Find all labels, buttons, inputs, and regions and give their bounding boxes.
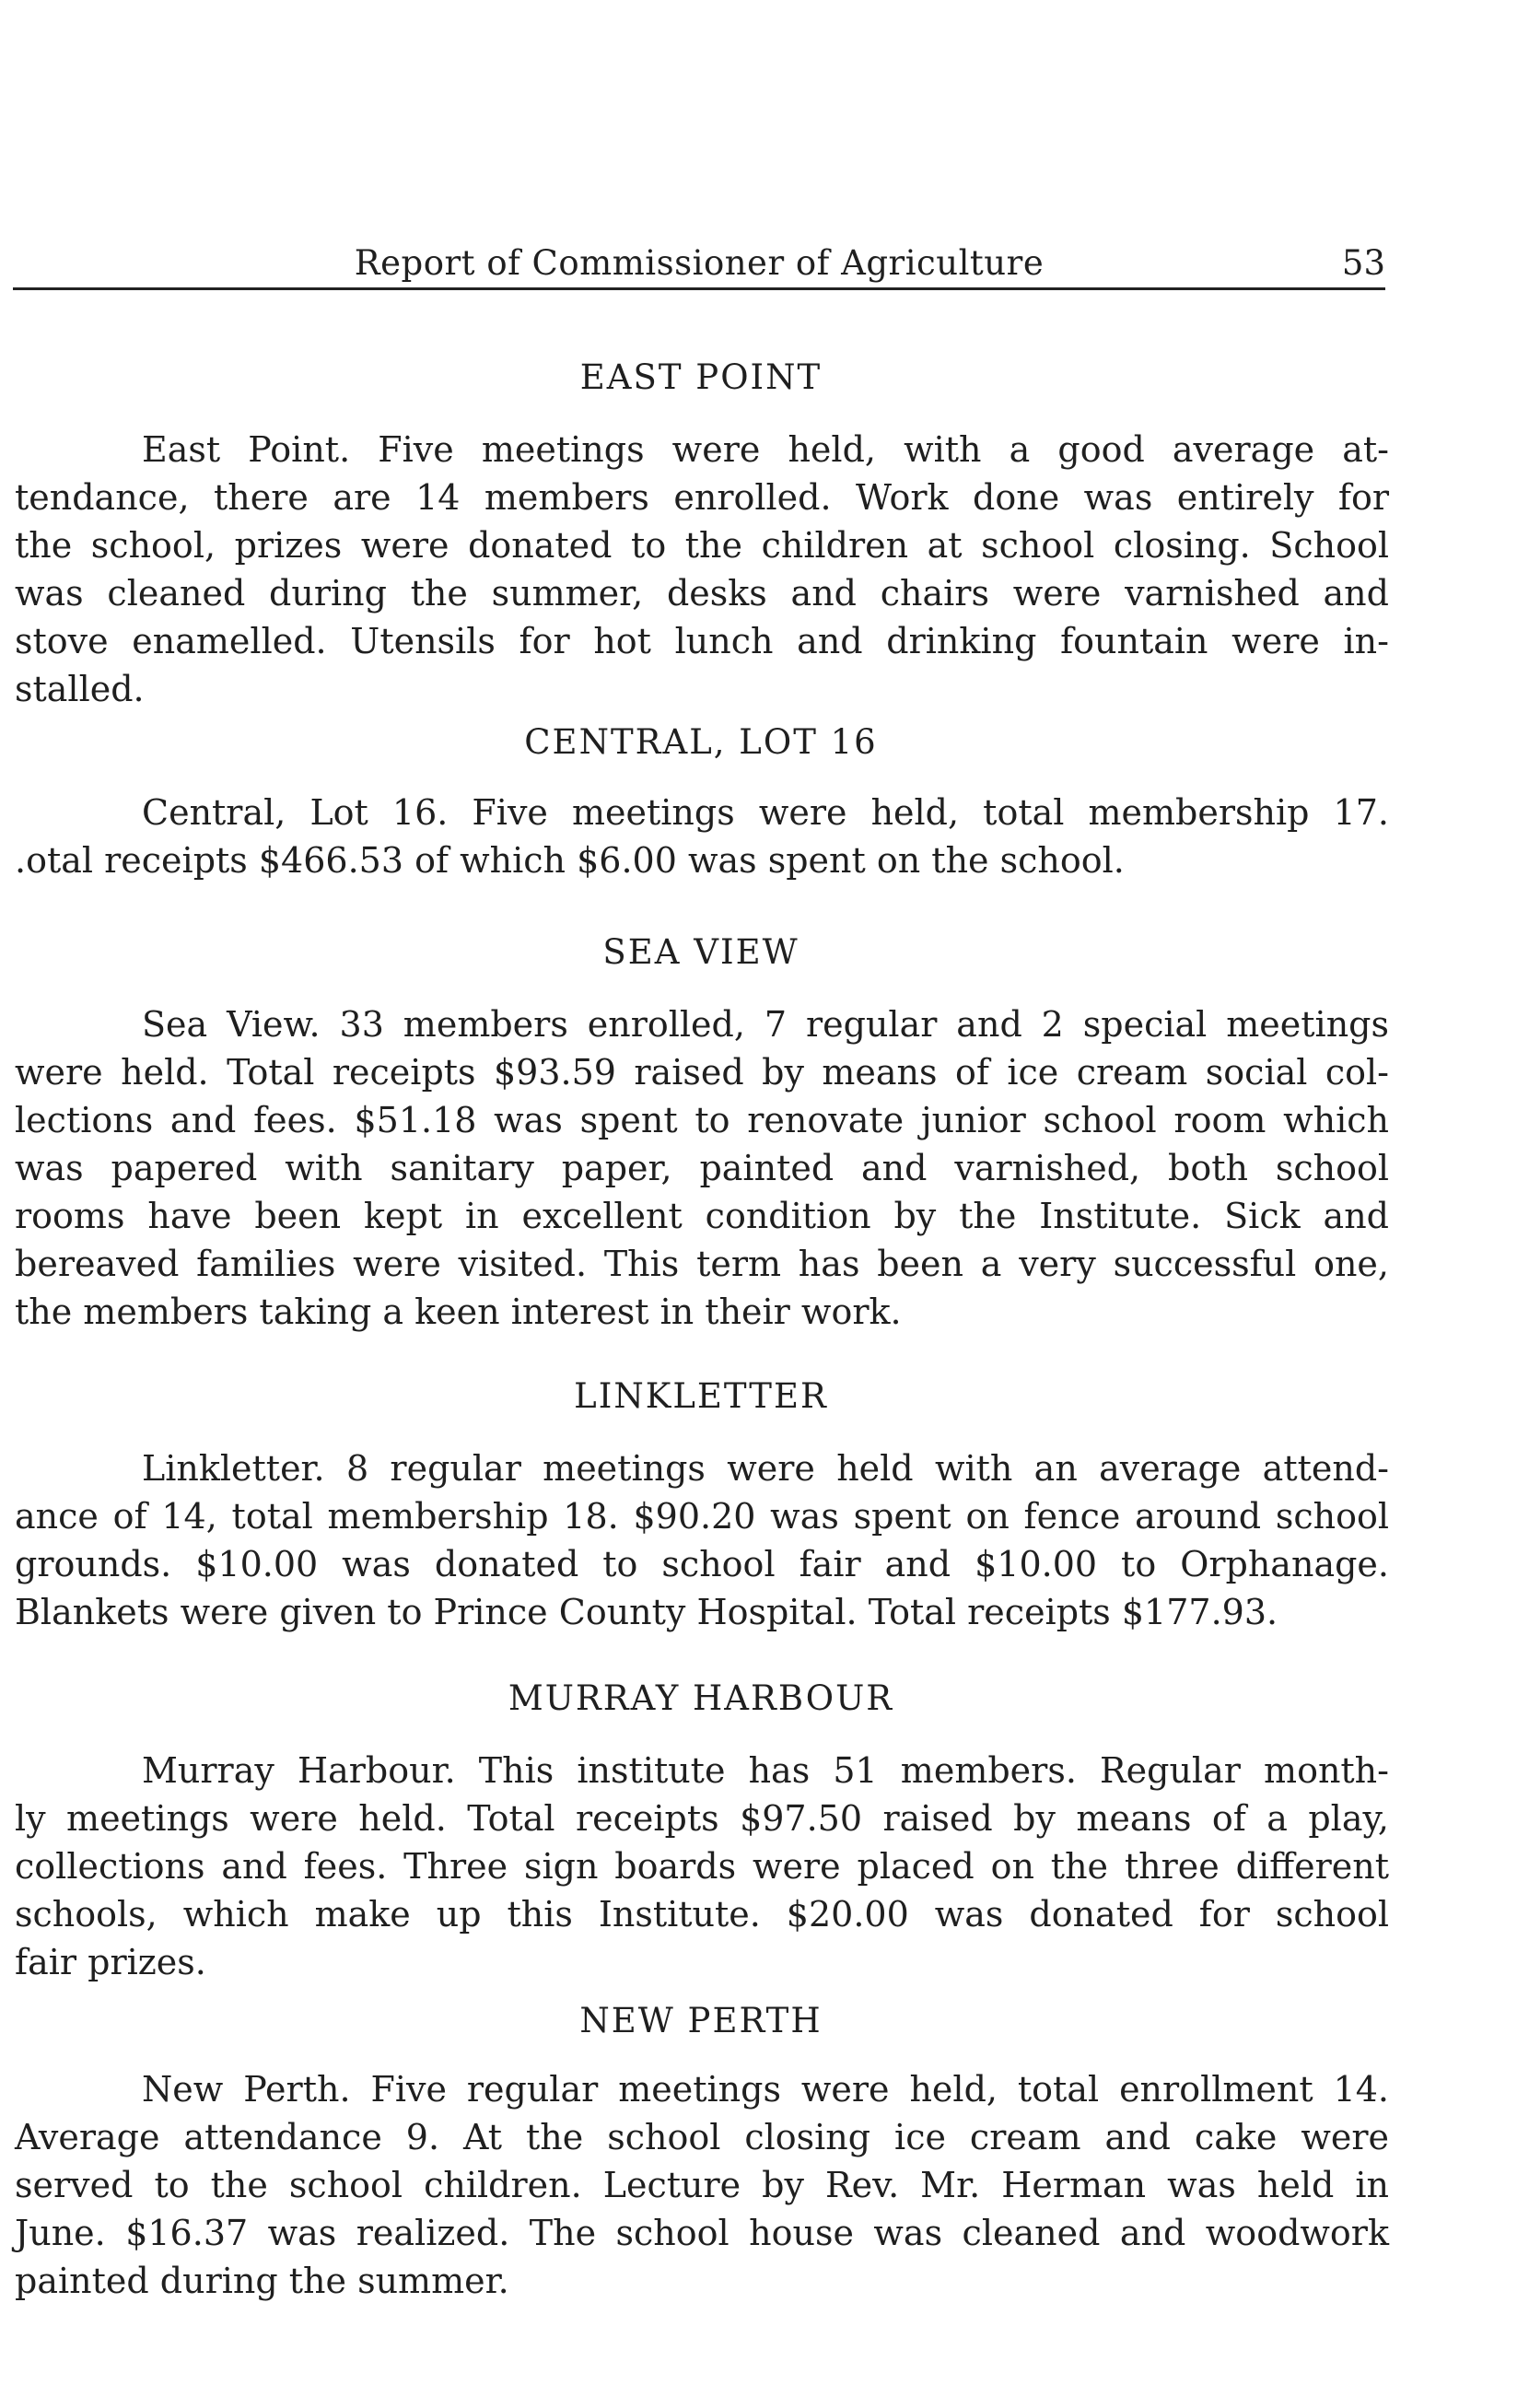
text-line: was cleaned during the summer, desks and chairs were varnished and (15, 573, 1389, 614)
text-line: bereaved families were visited. This term has been a very successful one, (15, 1244, 1389, 1284)
text-line: served to the school children. Lecture by Rev. Mr. Herman was held in (15, 2165, 1389, 2205)
text-line: East Point. Five meetings were held, with a good average at- (142, 429, 1389, 470)
section-heading-new-perth: NEW PERTH (579, 2001, 823, 2040)
paragraph-sea-view (15, 1000, 1389, 1336)
text-line: New Perth. Five regular meetings were held, total enrollment 14. (142, 2069, 1389, 2110)
paragraph-murray-harbour (15, 1747, 1389, 1986)
section-heading-central-lot-16: CENTRAL, LOT 16 (524, 722, 878, 762)
text-line: rooms have been kept in excellent condition by the Institute. Sick and (15, 1196, 1389, 1236)
text-line: Average attendance 9. At the school closing ice cream and cake were (15, 2117, 1389, 2157)
paragraph-east-point (15, 426, 1389, 713)
paragraph-linkletter (15, 1444, 1389, 1636)
running-title: Report of Commissioner of Agriculture (354, 243, 1045, 283)
text-line: grounds. $10.00 was donated to school fair and $10.00 to Orphanage. (15, 1544, 1389, 1584)
text-line: schools, which make up this Institute. $20.00 was donated for school (15, 1894, 1389, 1935)
text-line: ance of 14, total membership 18. $90.20 was spent on fence around school (15, 1496, 1389, 1537)
text-line: tendance, there are 14 members enrolled. Work done was entirely for (15, 477, 1389, 518)
text-line: fair prizes. (15, 1942, 206, 1982)
paragraph-new-perth (15, 2065, 1389, 2305)
text-line: was papered with sanitary paper, painted and varnished, both school (15, 1148, 1389, 1188)
text-line: Linkletter. 8 regular meetings were held with an average attend- (142, 1448, 1389, 1489)
paragraph-central-lot-16 (15, 789, 1389, 884)
text-line: collections and fees. Three sign boards were placed on the three different (15, 1846, 1389, 1887)
text-line: were held. Total receipts $93.59 raised by means of ice cream social col- (15, 1052, 1389, 1093)
text-line: ly meetings were held. Total receipts $97.50 raised by means of a play, (15, 1798, 1389, 1839)
text-line: the school, prizes were donated to the children at school closing. School (15, 525, 1389, 566)
section-heading-east-point: EAST POINT (579, 357, 823, 397)
running-header (13, 241, 1385, 290)
text-line: painted during the summer. (15, 2261, 509, 2301)
text-line: Central, Lot 16. Five meetings were held, total membership 17. (142, 792, 1389, 833)
text-line: lections and fees. $51.18 was spent to renovate junior school room which (15, 1100, 1389, 1140)
section-heading-murray-harbour: MURRAY HARBOUR (508, 1678, 894, 1718)
text-line: Sea View. 33 members enrolled, 7 regular and 2 special meetings (142, 1004, 1389, 1045)
page-number: 53 (1341, 243, 1385, 283)
text-line: June. $16.37 was realized. The school house was cleaned and woodwork (15, 2213, 1389, 2253)
section-heading-linkletter: LINKLETTER (574, 1376, 828, 1416)
text-line: .otal receipts $466.53 of which $6.00 was spent on the school. (15, 840, 1125, 881)
text-line: Blankets were given to Prince County Hospital. Total receipts $177.93. (15, 1592, 1278, 1632)
text-line: stove enamelled. Utensils for hot lunch and drinking fountain were in- (15, 621, 1389, 661)
section-heading-sea-view: SEA VIEW (602, 932, 800, 972)
text-line: the members taking a keen interest in their work. (15, 1292, 902, 1332)
text-line: Murray Harbour. This institute has 51 members. Regular month- (142, 1750, 1389, 1791)
text-line: stalled. (15, 669, 145, 709)
